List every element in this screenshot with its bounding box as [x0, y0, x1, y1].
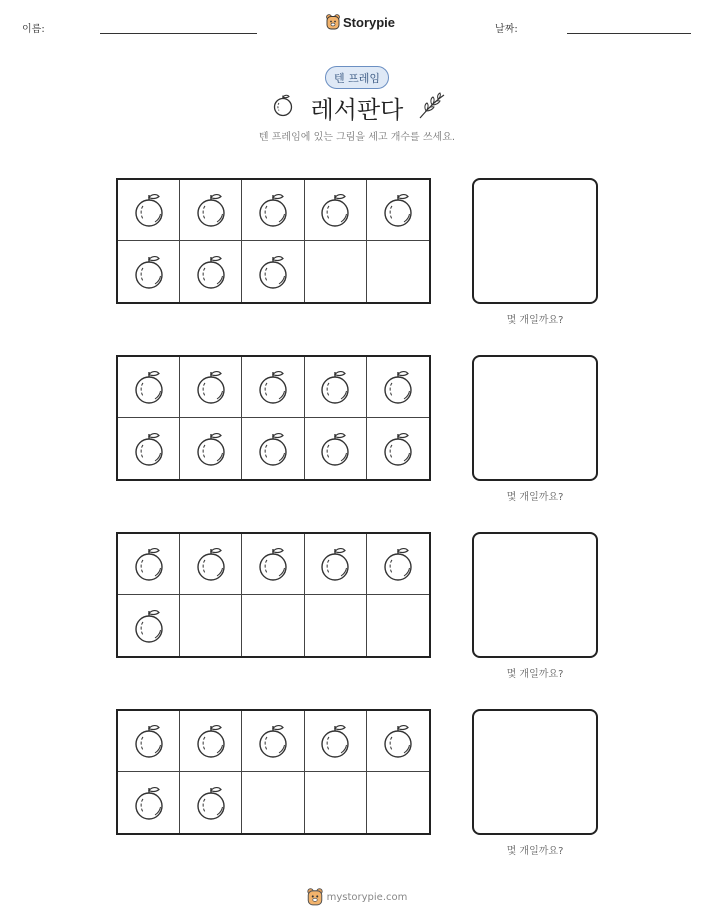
leaf-icon: [417, 92, 447, 120]
apple-icon: [132, 368, 166, 406]
apple-icon: [256, 430, 290, 468]
ten-frame-cell: [367, 418, 429, 479]
question-label: 몇 개일까요?: [506, 315, 564, 326]
ten-frame: [116, 178, 431, 304]
ten-frame-cell: [305, 772, 367, 833]
apple-icon: [318, 368, 352, 406]
instructions: 텐 프레임에 있는 그림을 세고 개수를 쓰세요.: [258, 132, 456, 143]
apple-icon: [381, 430, 415, 468]
date-label: 날짜:: [495, 24, 518, 35]
ten-frame-cell: [367, 180, 429, 241]
answer-box[interactable]: [472, 709, 598, 835]
apple-icon: [194, 191, 228, 229]
ten-frame-cell: [367, 534, 429, 595]
question-label: 몇 개일까요?: [506, 492, 564, 503]
ten-frame: [116, 709, 431, 835]
ten-frame-cell: [305, 357, 367, 418]
apple-icon: [132, 191, 166, 229]
ten-frame-cell: [305, 418, 367, 479]
ten-frame-cell: [180, 711, 242, 772]
ten-frame-cell: [118, 772, 180, 833]
ten-frame-cell: [242, 772, 304, 833]
ten-frame-cell: [118, 180, 180, 241]
ten-frame-cell: [242, 534, 304, 595]
apple-icon: [381, 368, 415, 406]
apple-icon: [132, 253, 166, 291]
apple-icon: [194, 368, 228, 406]
brand-logo: [326, 14, 395, 30]
ten-frame-cell: [118, 357, 180, 418]
ten-frame-cell: [180, 241, 242, 302]
ten-frame-cell: [242, 241, 304, 302]
apple-icon: [256, 722, 290, 760]
ten-frame-cell: [367, 241, 429, 302]
ten-frame-cell: [242, 418, 304, 479]
apple-icon: [256, 253, 290, 291]
bear-mascot-icon: [307, 888, 323, 906]
ten-frame-cell: [242, 711, 304, 772]
ten-frame-cell: [180, 595, 242, 656]
apple-icon: [318, 191, 352, 229]
apple-icon: [381, 722, 415, 760]
apple-icon: [318, 545, 352, 583]
apple-icon: [194, 784, 228, 822]
ten-frame-cell: [118, 418, 180, 479]
apple-icon: [194, 253, 228, 291]
ten-frame-cell: [118, 711, 180, 772]
apple-icon: [256, 368, 290, 406]
apple-icon: [318, 722, 352, 760]
name-label: 이름:: [22, 24, 45, 35]
apple-icon: [132, 607, 166, 645]
question-label: 몇 개일까요?: [506, 846, 564, 857]
answer-box[interactable]: [472, 178, 598, 304]
apple-icon: [132, 545, 166, 583]
ten-frame: [116, 355, 431, 481]
ten-frame-cell: [367, 357, 429, 418]
apple-icon: [256, 191, 290, 229]
apple-icon: [256, 545, 290, 583]
ten-frame-cell: [180, 357, 242, 418]
apple-icon: [194, 722, 228, 760]
ten-frame-cell: [242, 595, 304, 656]
footer-url[interactable]: mystorypie.com: [326, 891, 408, 903]
ten-frame-cell: [180, 534, 242, 595]
ten-frame-cell: [180, 180, 242, 241]
ten-frame-cell: [118, 595, 180, 656]
ten-frame-cell: [305, 595, 367, 656]
apple-icon: [132, 722, 166, 760]
apple-icon: [381, 545, 415, 583]
ten-frame-cell: [367, 711, 429, 772]
ten-frame: [116, 532, 431, 658]
ten-frame-cell: [242, 180, 304, 241]
apple-icon: [381, 191, 415, 229]
ten-frame-cell: [305, 241, 367, 302]
apple-icon: [318, 430, 352, 468]
brand-name: Storypie: [343, 14, 396, 30]
bear-mascot-icon: [326, 14, 340, 30]
ten-frame-cell: [180, 418, 242, 479]
apple-icon: [132, 430, 166, 468]
ten-frame-cell: [305, 534, 367, 595]
ten-frame-cell: [305, 180, 367, 241]
question-label: 몇 개일까요?: [506, 669, 564, 680]
answer-box[interactable]: [472, 532, 598, 658]
ten-frame-cell: [118, 241, 180, 302]
answer-box[interactable]: [472, 355, 598, 481]
apple-icon: [194, 545, 228, 583]
worksheet-type-badge: 텐 프레임: [325, 66, 389, 89]
ten-frame-cell: [118, 534, 180, 595]
ten-frame-cell: [305, 711, 367, 772]
ten-frame-cell: [180, 772, 242, 833]
ten-frame-cell: [242, 357, 304, 418]
name-line[interactable]: [100, 33, 257, 34]
page-title: 레서판다: [310, 96, 404, 124]
ten-frame-cell: [367, 595, 429, 656]
date-line[interactable]: [567, 33, 691, 34]
ten-frame-cell: [367, 772, 429, 833]
apple-icon: [132, 784, 166, 822]
apple-icon: [194, 430, 228, 468]
footer: [0, 888, 714, 906]
